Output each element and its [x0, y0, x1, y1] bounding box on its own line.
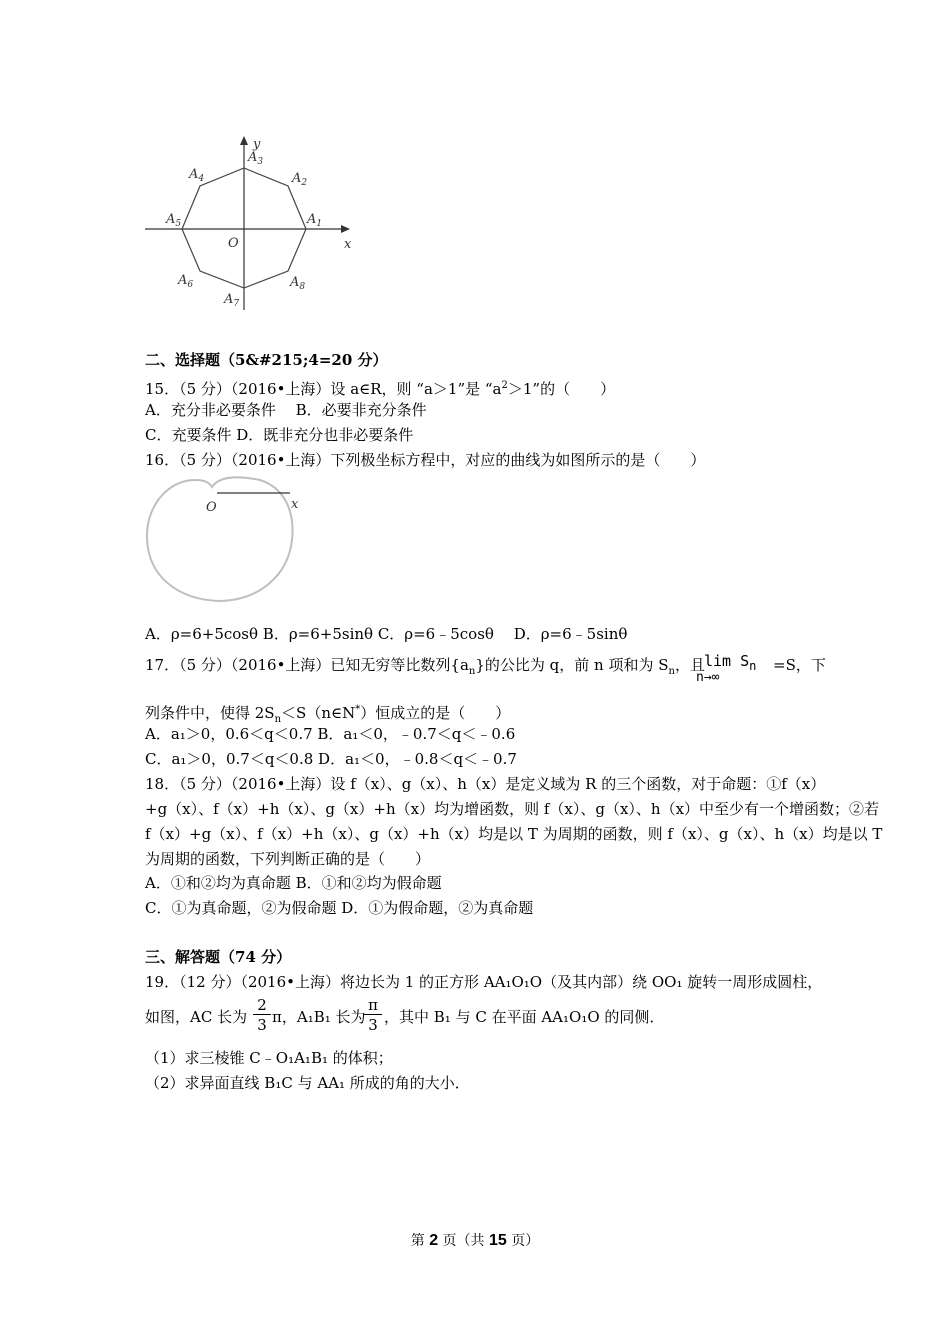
polar-curve [147, 477, 293, 601]
polar-x-label: x [291, 497, 299, 512]
polar-curve-figure [140, 470, 320, 610]
q18-options-cd: C．①为真命题，②为假命题 D．①为假命题，②为真命题 [145, 899, 534, 917]
q18-line4: 为周期的函数，下列判断正确的是（ ） [145, 850, 431, 868]
frac2-numerator: π [364, 996, 382, 1015]
q15-options-ab: A．充分非必要条件 B．必要非充分条件 [145, 401, 427, 419]
current-page-number: 2 [429, 1232, 439, 1249]
q18-line2: +g（x）、f（x）+h（x）、g（x）+h（x）均为增函数，则 f（x）、g（x）、h（x）中至少有一个增函数；②若 [145, 800, 880, 818]
q18-options-ab: A．①和②均为真命题 B．①和②均为假命题 [145, 874, 442, 892]
a7-label: $A_7$ [224, 292, 240, 309]
q19-part2: （2）求异面直线 B₁C 与 AA₁ 所成的角的大小． [145, 1074, 470, 1092]
section-3-title: 三、解答题（74 分） [145, 948, 292, 966]
frac2-denominator: 3 [368, 1016, 378, 1034]
q19-fraction-2 [364, 996, 382, 1035]
q16-stem: 16．（5 分）（2016•上海）下列极坐标方程中，对应的曲线为如图所示的是（ ） [145, 451, 706, 469]
a5-label: $A_5$ [166, 212, 182, 229]
a3-label: $A_3$ [248, 150, 264, 167]
total-page-count: 15 [489, 1232, 507, 1249]
q15-options-cd: C．充要条件 D．既非充分也非必要条件 [145, 426, 414, 444]
page-footer: 第 2 页（共 15 页） [410, 1232, 540, 1249]
q18-line1: 18．（5 分）（2016•上海）设 f（x）、g（x）、h（x）是定义域为 R 的三个函数，对于命题：①f（x） [145, 775, 826, 793]
x-axis-arrow [341, 225, 350, 233]
q15-stem: 15．（5 分）（2016•上海）设 a∈R，则 “a＞1”是 “$a^2>1$”的（ ） [145, 380, 616, 398]
q17-stem-line2: 列条件中，使得 $2S_n<S(n\in N^*)$恒成立的是（ ） [145, 704, 511, 725]
q17-stem-end: =S，下 [773, 656, 826, 674]
y-label: y [253, 137, 261, 152]
x-label: x [344, 237, 352, 252]
frac1-numerator: 2 [253, 996, 271, 1015]
q19-line2-b: ，其中 B₁ 与 C 在平面 AA₁O₁O 的同侧． [384, 1008, 665, 1026]
q17-stem: 17．（5 分）（2016•上海）已知无穷等比数列$\{a_n\}$的公比为 q，前 n 项和为 $S_n$，且 [145, 656, 705, 677]
a8-label: $A_8$ [290, 275, 306, 292]
q17-options-cd: C．a₁＞0，0.7＜q＜0.8 D．a₁＜0，﹣0.8＜q＜﹣0.7 [145, 750, 517, 768]
a6-label: $A_6$ [178, 273, 194, 290]
origin-label: O [228, 236, 239, 251]
q19-line2-a: 如图，AC 长为 [145, 1008, 248, 1026]
a2-label: $A_2$ [292, 171, 308, 188]
q19-line2-pi: π，A₁B₁ 长为 [272, 1008, 366, 1026]
lim-s-sub: n [749, 659, 757, 673]
q19-part1: （1）求三棱锥 C﹣O₁A₁B₁ 的体积； [145, 1049, 393, 1067]
lim-s: S [740, 652, 750, 670]
q18-line3: f（x）+g（x）、f（x）+h（x）、g（x）+h（x）均是以 T 为周期的函数，则 f（x）、g（x）、h（x）均是以 T [145, 825, 883, 843]
section-2-title: 二、选择题（5&#215;4=20 分） [145, 351, 388, 369]
octagon-figure [140, 130, 370, 315]
q17-options-ab: A．a₁＞0，0.6＜q＜0.7 B．a₁＜0，﹣0.7＜q＜﹣0.6 [145, 725, 516, 743]
lim-word: lim [704, 652, 732, 670]
pole-label: O [206, 500, 217, 515]
q17-limit-under: n→∞ [696, 670, 720, 685]
q19-fraction-1 [253, 996, 271, 1035]
q16-options: A．ρ=6+5cosθ B．ρ=6+5sinθ C．ρ=6﹣5cosθ D．ρ=6﹣5sinθ [145, 625, 628, 643]
a1-label: $A_1$ [307, 212, 323, 229]
y-axis-arrow [240, 136, 248, 145]
frac1-denominator: 3 [257, 1016, 267, 1034]
q19-line1: 19．（12 分）（2016•上海）将边长为 1 的正方形 AA₁O₁O（及其内部）绕 OO₁ 旋转一周形成圆柱， [145, 973, 823, 991]
a4-label: $A_4$ [189, 167, 205, 184]
